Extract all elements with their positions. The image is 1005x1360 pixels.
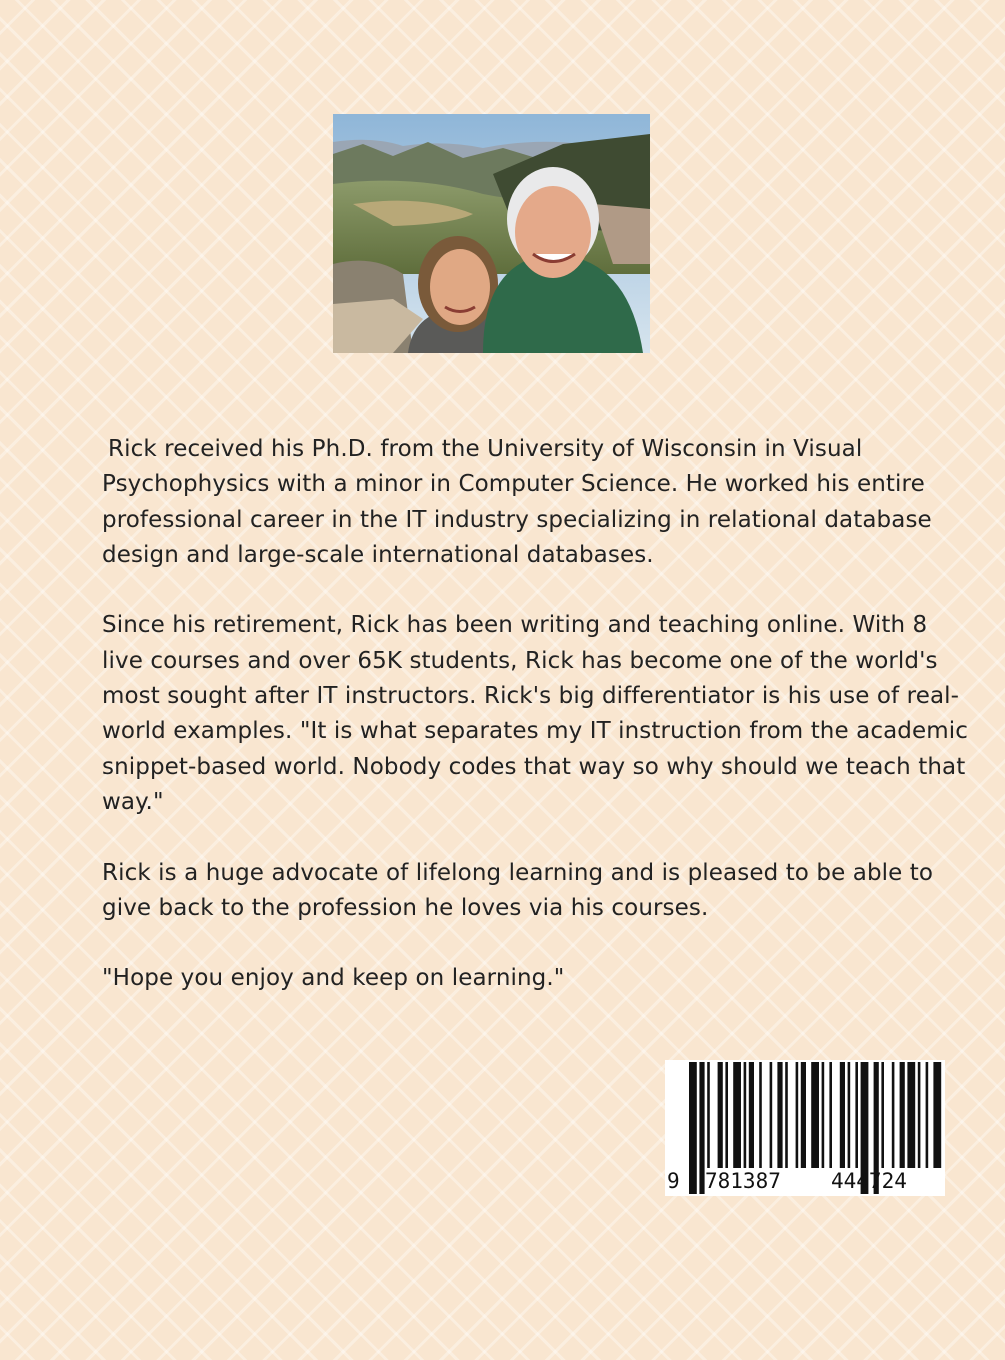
bio-paragraph-3: Rick is a huge advocate of lifelong learning and is pleased to be able to give back to the profession he loves via his courses.	[102, 859, 934, 921]
barcode-bar	[759, 1062, 762, 1168]
barcode-bar	[855, 1062, 858, 1168]
barcode-bar	[718, 1062, 723, 1168]
barcode-graphic	[665, 1060, 945, 1196]
bio-paragraph-1: Rick received his Ph.D. from the University of Wisconsin in Visual Psychophysics with a minor in Computer Science. He worked his entire professional career in the IT industry specializing in relational database design and large-scale international databases.	[102, 436, 932, 568]
barcode-bar	[892, 1062, 895, 1168]
barcode-bar	[707, 1062, 710, 1168]
author-bio	[102, 432, 970, 1032]
barcode-left-digits: 781387	[705, 1169, 781, 1193]
author-photo	[333, 114, 650, 353]
barcode-first-digit: 9	[667, 1169, 680, 1193]
barcode-bar	[699, 1062, 704, 1194]
author-photo-illustration	[333, 114, 650, 353]
barcode-bar	[822, 1062, 825, 1168]
barcode-bar	[785, 1062, 788, 1168]
barcode-bar	[770, 1062, 773, 1168]
barcode-bar	[829, 1062, 832, 1168]
barcode-bar	[840, 1062, 845, 1168]
barcode-right-digits: 444724	[831, 1169, 907, 1193]
barcode-bar	[811, 1062, 819, 1168]
barcode-bar	[749, 1062, 754, 1168]
barcode-bar	[777, 1062, 782, 1168]
isbn-barcode	[665, 1060, 945, 1196]
barcode-bar	[725, 1062, 728, 1168]
barcode-bar	[796, 1062, 799, 1168]
barcode-bar	[926, 1062, 929, 1168]
bio-paragraph-4: "Hope you enjoy and keep on learning."	[102, 965, 565, 992]
barcode-bar	[689, 1062, 697, 1194]
barcode-bar	[848, 1062, 851, 1168]
barcode-bar	[744, 1062, 747, 1168]
barcode-bar	[900, 1062, 905, 1168]
barcode-bar	[933, 1062, 941, 1168]
barcode-bar	[907, 1062, 915, 1168]
barcode-bar	[918, 1062, 921, 1168]
barcode-bar	[801, 1062, 806, 1168]
barcode-bar	[881, 1062, 884, 1168]
barcode-bar	[733, 1062, 741, 1168]
bio-paragraph-2: Since his retirement, Rick has been writing and teaching online. With 8 live courses and over 65K students, Rick has become one of the world's most sought after IT instructors. Rick's big differentiator is his use of real-world examples. "It is what separates my IT instruction from the academic snippet-based world. Nobody codes that way so why should we teach that way."	[102, 612, 968, 815]
